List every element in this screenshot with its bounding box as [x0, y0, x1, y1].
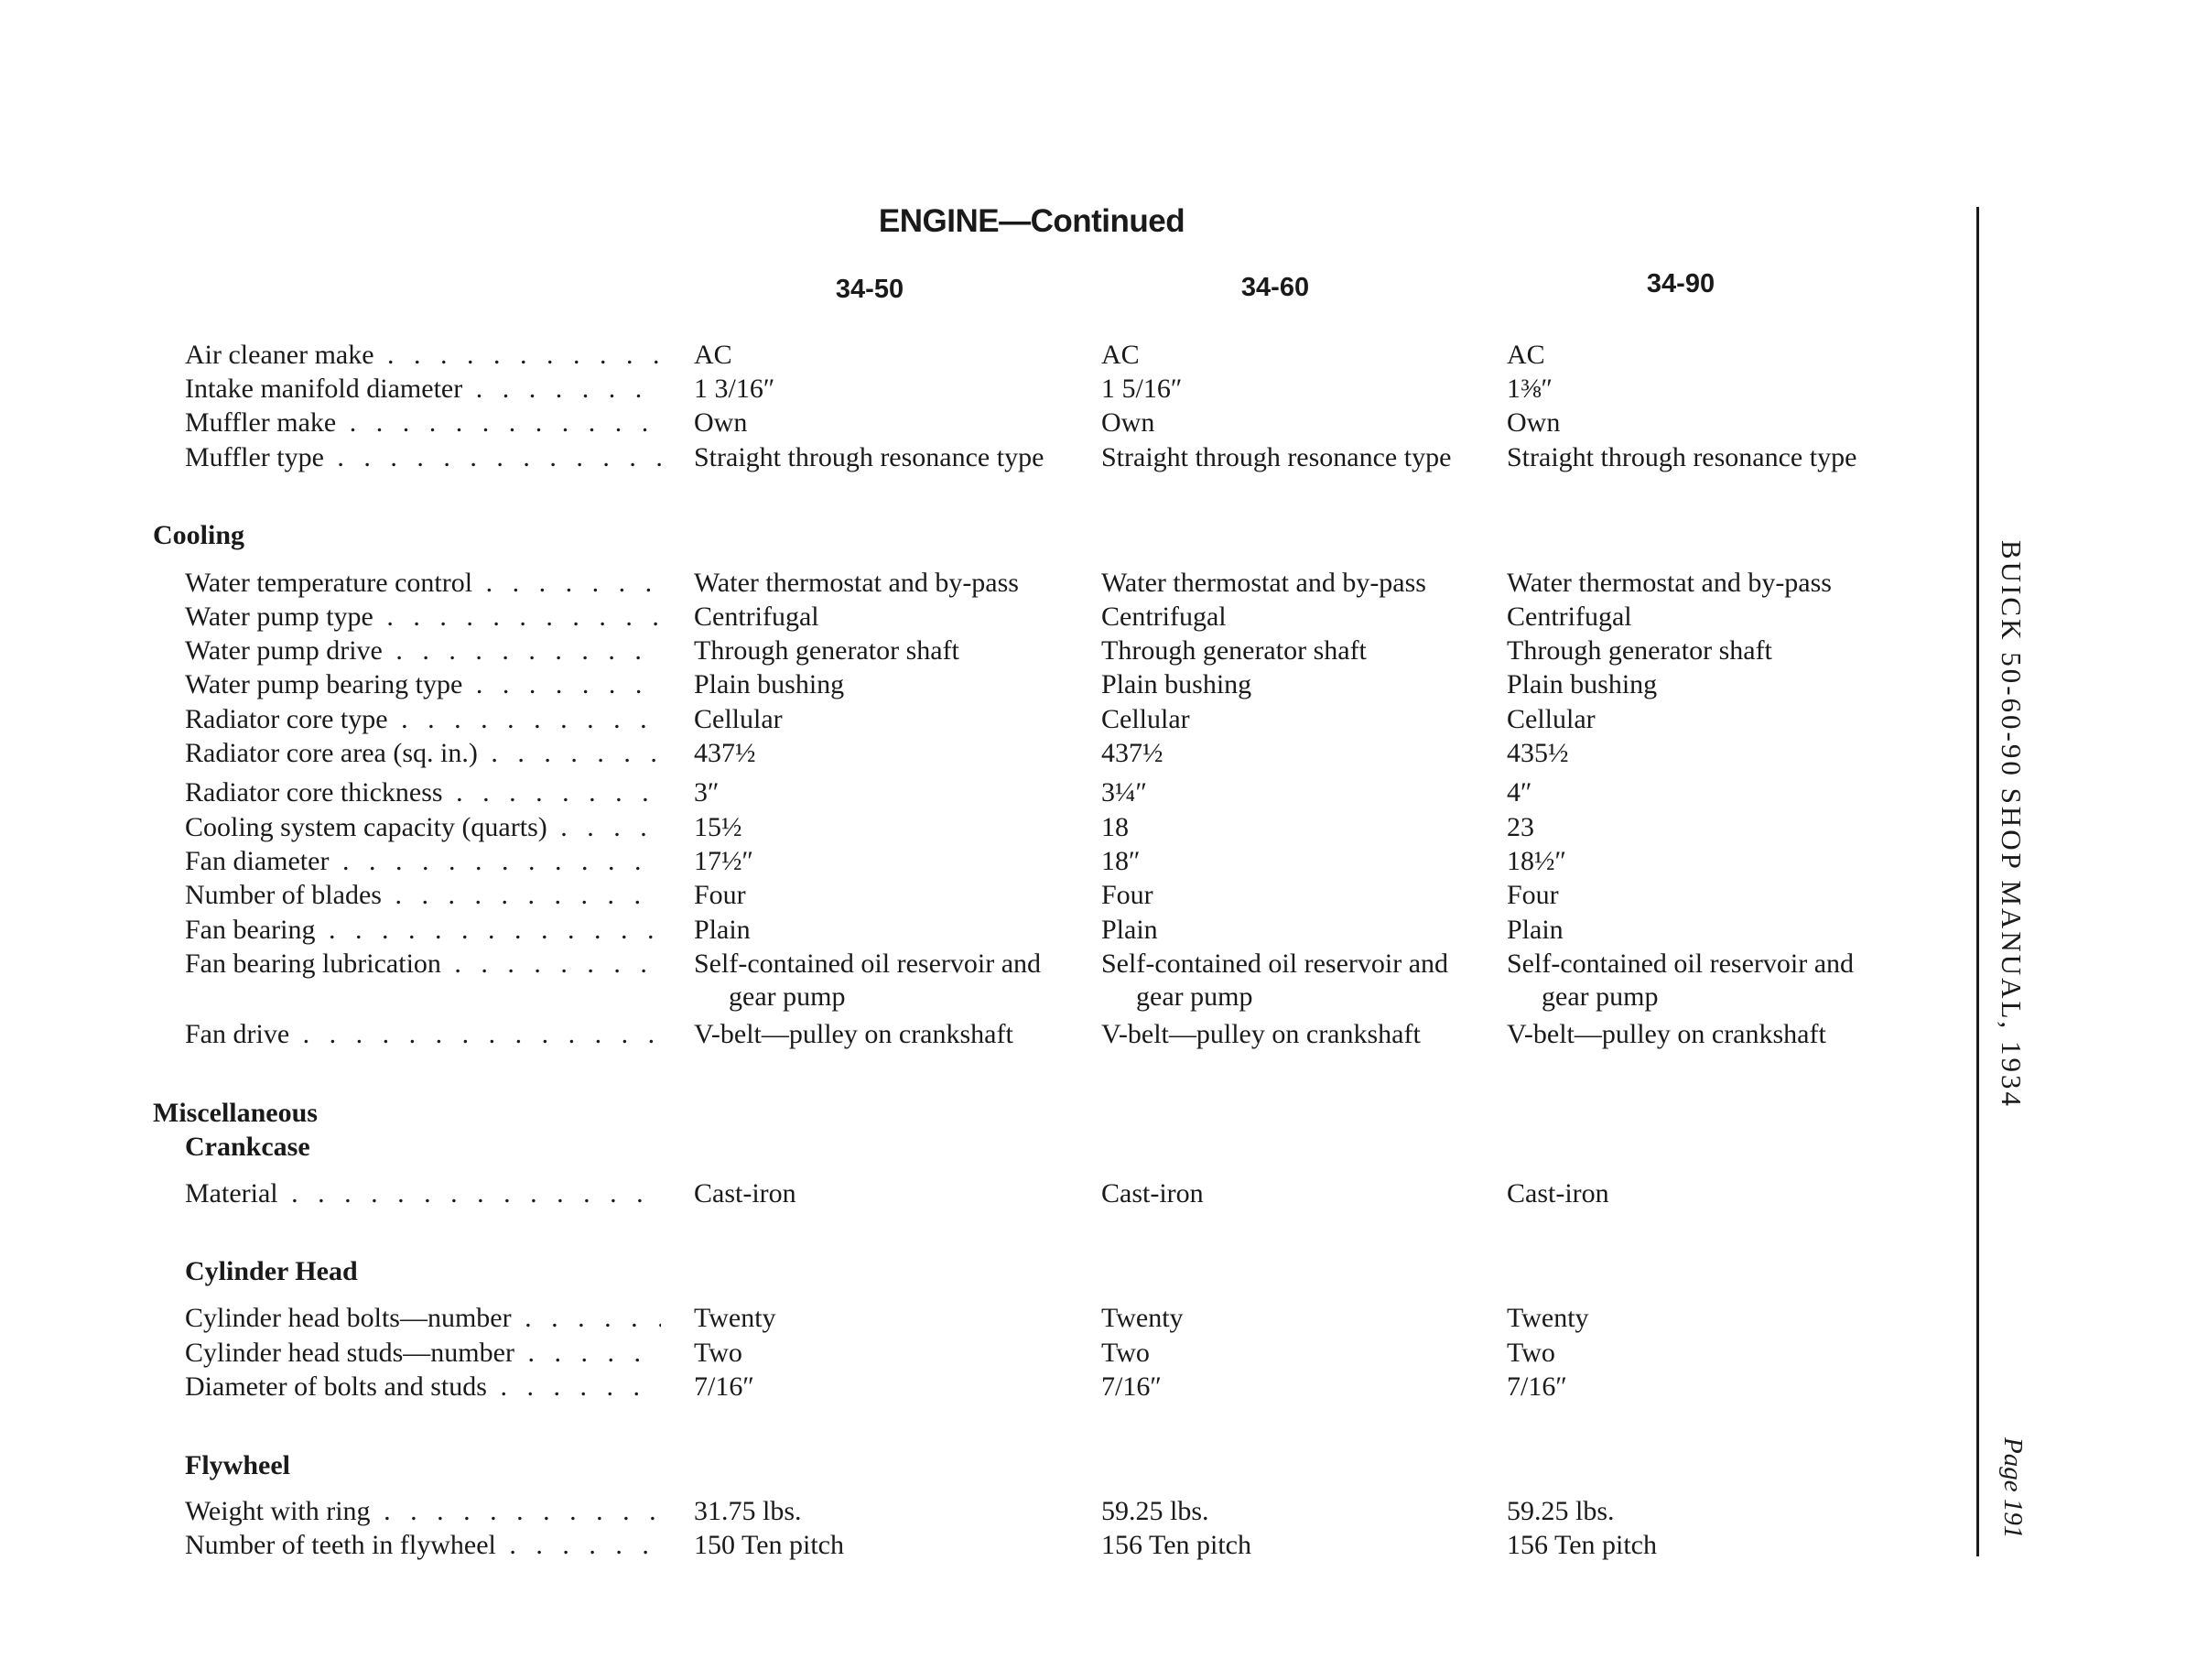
leader-end	[661, 914, 688, 947]
spec-value-34-50	[694, 1371, 754, 1404]
spec-value-34-60	[1101, 339, 1140, 372]
leader-end	[661, 776, 688, 809]
spec-value-34-60	[1101, 1495, 1209, 1528]
spec-value-34-90	[1507, 339, 1545, 372]
spec-value-text: Four	[1507, 880, 1559, 910]
leader-end	[661, 1337, 688, 1370]
spec-row	[0, 948, 1968, 1012]
spec-value-34-60	[1101, 1018, 1421, 1051]
leader-end	[661, 601, 688, 634]
spec-value-34-50	[694, 1337, 742, 1370]
spec-row	[0, 373, 1968, 406]
leader-end	[661, 339, 688, 372]
spec-value-text: Two	[694, 1338, 742, 1368]
leader-end	[661, 668, 688, 701]
spec-label: Number of blades . . .	[185, 879, 661, 912]
spec-value-34-50	[694, 737, 756, 770]
spec-label: Number of teeth in flywheel . . .	[185, 1529, 661, 1562]
spec-value-text: Self-contained oil reservoir and	[1101, 948, 1449, 979]
spec-value-34-50	[694, 567, 1019, 600]
leader-end	[661, 441, 688, 474]
spec-value-text: Water thermostat and by-pass	[1101, 568, 1426, 598]
spec-value-text: Through generator shaft	[694, 635, 959, 666]
spec-label: Weight with ring . . .	[185, 1495, 661, 1528]
spec-value-text: 59.25 lbs.	[1101, 1496, 1209, 1526]
spec-value-text: Twenty	[694, 1303, 776, 1333]
spec-value-34-50	[694, 668, 844, 701]
spec-value-34-90	[1507, 737, 1569, 770]
spec-row	[0, 634, 1968, 667]
spec-value-34-50	[694, 441, 1044, 474]
spec-value-text: 3¼″	[1101, 777, 1147, 807]
leader-end	[661, 1529, 688, 1562]
spec-value-34-50	[694, 703, 783, 736]
spec-value-text: 7/16″	[1507, 1371, 1567, 1402]
spec-value-34-60	[1101, 1302, 1184, 1335]
column-header-34-60: 34-60	[1240, 273, 1310, 302]
spec-value-34-50	[694, 601, 819, 634]
spec-value-34-60	[1101, 634, 1367, 667]
spec-value-text: Cellular	[1101, 704, 1190, 734]
spec-value-34-90	[1507, 1177, 1609, 1210]
spec-value-text: Plain bushing	[694, 669, 845, 699]
spec-value-34-60	[1101, 948, 1448, 1013]
spec-label: Muffler type . . .	[185, 441, 661, 474]
spec-value-text: 7/16″	[1101, 1371, 1162, 1402]
spec-value-text: Cellular	[1507, 704, 1596, 734]
leader-end	[661, 373, 688, 406]
spec-row	[0, 776, 1968, 809]
spec-value-text: 156 Ten pitch	[1507, 1530, 1657, 1560]
spec-value-34-90	[1507, 406, 1560, 439]
leader-end	[661, 948, 688, 981]
leader-end	[661, 406, 688, 439]
spec-value-34-60	[1101, 914, 1158, 947]
spec-value-34-90	[1507, 914, 1564, 947]
spec-value-text: 7/16″	[694, 1371, 754, 1402]
leader-end	[661, 1177, 688, 1210]
spec-label: Cylinder head studs—number . . .	[185, 1337, 661, 1370]
spec-row	[0, 1177, 1968, 1210]
spec-label: Fan bearing . . .	[185, 914, 661, 947]
spec-label: Material . . .	[185, 1177, 661, 1210]
spec-value-text: Centrifugal	[694, 602, 819, 632]
spec-value-34-50	[694, 948, 1041, 1013]
spec-label: Water pump type . . .	[185, 601, 661, 634]
spec-label: Cooling system capacity (quarts) . . .	[185, 811, 661, 844]
spec-value-continuation: gear pump	[1136, 981, 1253, 1012]
spec-value-text: Straight through resonance type	[694, 442, 1044, 472]
spec-value-text: 59.25 lbs.	[1507, 1496, 1615, 1526]
spec-value-34-60	[1101, 1337, 1150, 1370]
spec-row	[0, 1018, 1968, 1051]
spec-label: Muffler make . . .	[185, 406, 661, 439]
spec-value-text: Two	[1101, 1338, 1150, 1368]
spec-value-text: AC	[1101, 340, 1140, 370]
spec-value-34-90	[1507, 373, 1553, 406]
leader-end	[661, 845, 688, 878]
page-title: ENGINE—Continued	[878, 203, 1185, 239]
spec-value-34-50	[694, 914, 751, 947]
spec-value-34-50	[694, 845, 753, 878]
spec-value-text: Plain bushing	[1507, 669, 1658, 699]
spec-value-continuation: gear pump	[1542, 981, 1659, 1012]
spec-value-text: 15½	[694, 812, 742, 842]
spec-value-34-90	[1507, 845, 1566, 878]
spec-row	[0, 914, 1968, 947]
spec-value-text: 3″	[694, 777, 720, 807]
spec-value-text: V-belt—pulley on crankshaft	[1101, 1019, 1421, 1049]
spec-label: Fan diameter . . .	[185, 845, 661, 878]
spec-value-text: Self-contained oil reservoir and	[1507, 948, 1855, 979]
spec-value-34-50	[694, 1495, 802, 1528]
spec-label: Radiator core area (sq. in.) . . .	[185, 737, 661, 770]
spec-value-34-50	[694, 879, 746, 912]
spec-row	[0, 879, 1968, 912]
spec-value-text: Own	[1101, 407, 1155, 438]
column-header-34-90: 34-90	[1646, 269, 1715, 298]
spec-row	[0, 811, 1968, 844]
spec-value-34-60	[1101, 1529, 1251, 1562]
spec-value-text: Straight through resonance type	[1507, 442, 1857, 472]
spec-label: Fan drive . . .	[185, 1018, 661, 1051]
spec-value-text: Two	[1507, 1338, 1555, 1368]
spec-row	[0, 1302, 1968, 1335]
spec-value-text: Water thermostat and by-pass	[694, 568, 1019, 598]
spec-value-34-60	[1101, 811, 1129, 844]
spec-value-34-60	[1101, 703, 1190, 736]
spec-value-text: Water thermostat and by-pass	[1507, 568, 1832, 598]
spec-row	[0, 1371, 1968, 1404]
spec-value-continuation: gear pump	[729, 981, 846, 1012]
spec-value-text: Plain bushing	[1101, 669, 1252, 699]
spec-value-text: Cellular	[694, 704, 783, 734]
spec-value-34-50	[694, 776, 720, 809]
spec-value-text: 437½	[1101, 738, 1163, 768]
spec-value-34-50	[694, 339, 732, 372]
spec-row	[0, 567, 1968, 600]
spec-value-34-50	[694, 1177, 796, 1210]
spec-label: Water temperature control . . .	[185, 567, 661, 600]
spec-value-34-60	[1101, 845, 1141, 878]
spec-value-text: Twenty	[1507, 1303, 1589, 1333]
spec-value-text: 17½″	[694, 846, 753, 876]
spec-value-text: Own	[694, 407, 748, 438]
leader-end	[661, 811, 688, 844]
leader-end	[661, 1302, 688, 1335]
leader-end	[661, 1371, 688, 1404]
leader-end	[661, 567, 688, 600]
spec-value-text: 18	[1101, 812, 1129, 842]
spec-row	[0, 1337, 1968, 1370]
spec-value-34-90	[1507, 703, 1596, 736]
spec-value-34-90	[1507, 879, 1559, 912]
page-number: Page 191	[1998, 1437, 2028, 1539]
spec-value-34-60	[1101, 668, 1251, 701]
spec-label: Diameter of bolts and studs . . .	[185, 1371, 661, 1404]
spec-value-34-60	[1101, 441, 1451, 474]
spec-value-34-50	[694, 1018, 1013, 1051]
spec-value-34-60	[1101, 776, 1147, 809]
leader-end	[661, 1495, 688, 1528]
spec-value-text: 156 Ten pitch	[1101, 1530, 1251, 1560]
spec-value-34-50	[694, 1529, 844, 1562]
leader-end	[661, 737, 688, 770]
spec-row	[0, 845, 1968, 878]
spec-value-34-90	[1507, 811, 1534, 844]
spec-value-34-60	[1101, 1177, 1204, 1210]
spec-row	[0, 441, 1968, 474]
spec-value-34-90	[1507, 1529, 1657, 1562]
spec-value-text: Four	[694, 880, 746, 910]
spec-value-text: 18½″	[1507, 846, 1566, 876]
manual-side-title: BUICK 50-60-90 SHOP MANUAL, 1934	[1996, 540, 2028, 1110]
subsection-heading-cylinder-head: Cylinder Head	[185, 1256, 358, 1286]
spec-label: Air cleaner make . . .	[185, 339, 661, 372]
spec-row	[0, 703, 1968, 736]
margin-rule	[1976, 207, 1979, 1556]
spec-value-34-60	[1101, 1371, 1162, 1404]
spec-label: Water pump drive . . .	[185, 634, 661, 667]
spec-value-text: Centrifugal	[1101, 602, 1227, 632]
spec-value-34-90	[1507, 567, 1832, 600]
spec-value-34-90	[1507, 1302, 1589, 1335]
spec-value-text: Plain	[1507, 915, 1564, 945]
spec-value-text: Cast-iron	[1101, 1178, 1204, 1209]
column-header-34-50: 34-50	[835, 275, 904, 304]
leader-end	[661, 879, 688, 912]
spec-label: Cylinder head bolts—number . . .	[185, 1302, 661, 1335]
spec-label: Fan bearing lubrication . . .	[185, 948, 661, 981]
spec-value-text: Twenty	[1101, 1303, 1184, 1333]
spec-value-text: V-belt—pulley on crankshaft	[694, 1019, 1013, 1049]
spec-value-34-90	[1507, 441, 1856, 474]
spec-label: Radiator core thickness . . .	[185, 776, 661, 809]
spec-value-34-90	[1507, 948, 1854, 1013]
spec-value-text: Four	[1101, 880, 1153, 910]
spec-value-text: 1 3/16″	[694, 374, 775, 404]
spec-value-34-60	[1101, 879, 1153, 912]
spec-value-text: Plain	[694, 915, 751, 945]
spec-value-34-60	[1101, 406, 1154, 439]
spec-row	[0, 406, 1968, 439]
spec-label: Intake manifold diameter . . .	[185, 373, 661, 406]
spec-value-text: 1 5/16″	[1101, 374, 1183, 404]
spec-value-text: Plain	[1101, 915, 1158, 945]
spec-value-34-50	[694, 1302, 776, 1335]
spec-value-text: AC	[1507, 340, 1545, 370]
spec-value-34-90	[1507, 1371, 1567, 1404]
spec-row	[0, 601, 1968, 634]
spec-label: Water pump bearing type . . .	[185, 668, 661, 701]
spec-value-34-90	[1507, 1018, 1826, 1051]
spec-value-text: Centrifugal	[1507, 602, 1632, 632]
spec-value-34-90	[1507, 1337, 1555, 1370]
spec-value-text: 1⅜″	[1507, 374, 1553, 404]
spec-value-text: 4″	[1507, 777, 1532, 807]
spec-value-34-50	[694, 406, 747, 439]
subsection-heading-flywheel: Flywheel	[185, 1450, 290, 1480]
spec-row	[0, 1529, 1968, 1562]
spec-value-34-50	[694, 634, 959, 667]
spec-value-text: Through generator shaft	[1507, 635, 1772, 666]
spec-value-34-60	[1101, 601, 1227, 634]
spec-value-34-50	[694, 811, 742, 844]
spec-row	[0, 1495, 1968, 1528]
leader-end	[661, 634, 688, 667]
spec-value-text: Straight through resonance type	[1101, 442, 1452, 472]
spec-value-34-90	[1507, 776, 1532, 809]
spec-value-text: AC	[694, 340, 732, 370]
spec-row	[0, 737, 1968, 770]
spec-value-text: 23	[1507, 812, 1534, 842]
spec-value-34-60	[1101, 567, 1426, 600]
spec-value-text: 437½	[694, 738, 756, 768]
spec-value-text: 31.75 lbs.	[694, 1496, 802, 1526]
spec-value-34-60	[1101, 373, 1182, 406]
spec-row	[0, 668, 1968, 701]
leader-end	[661, 703, 688, 736]
spec-value-text: 435½	[1507, 738, 1569, 768]
spec-value-34-90	[1507, 1495, 1615, 1528]
spec-row	[0, 339, 1968, 372]
spec-value-text: Through generator shaft	[1101, 635, 1367, 666]
spec-value-34-90	[1507, 634, 1772, 667]
section-heading-cooling: Cooling	[153, 520, 245, 550]
spec-value-text: Own	[1507, 407, 1561, 438]
spec-value-text: Cast-iron	[694, 1178, 796, 1209]
spec-value-text: 150 Ten pitch	[694, 1530, 844, 1560]
spec-value-34-50	[694, 373, 774, 406]
spec-label: Radiator core type . . .	[185, 703, 661, 736]
section-heading-miscellaneous: Miscellaneous	[153, 1098, 318, 1128]
spec-value-34-60	[1101, 737, 1163, 770]
spec-value-text: Cast-iron	[1507, 1178, 1609, 1209]
spec-value-text: 18″	[1101, 846, 1141, 876]
spec-value-34-90	[1507, 601, 1632, 634]
spec-value-text: V-belt—pulley on crankshaft	[1507, 1019, 1826, 1049]
spec-value-text: Self-contained oil reservoir and	[694, 948, 1042, 979]
subsection-heading-crankcase: Crankcase	[185, 1132, 310, 1162]
spec-value-34-90	[1507, 668, 1657, 701]
leader-end	[661, 1018, 688, 1051]
